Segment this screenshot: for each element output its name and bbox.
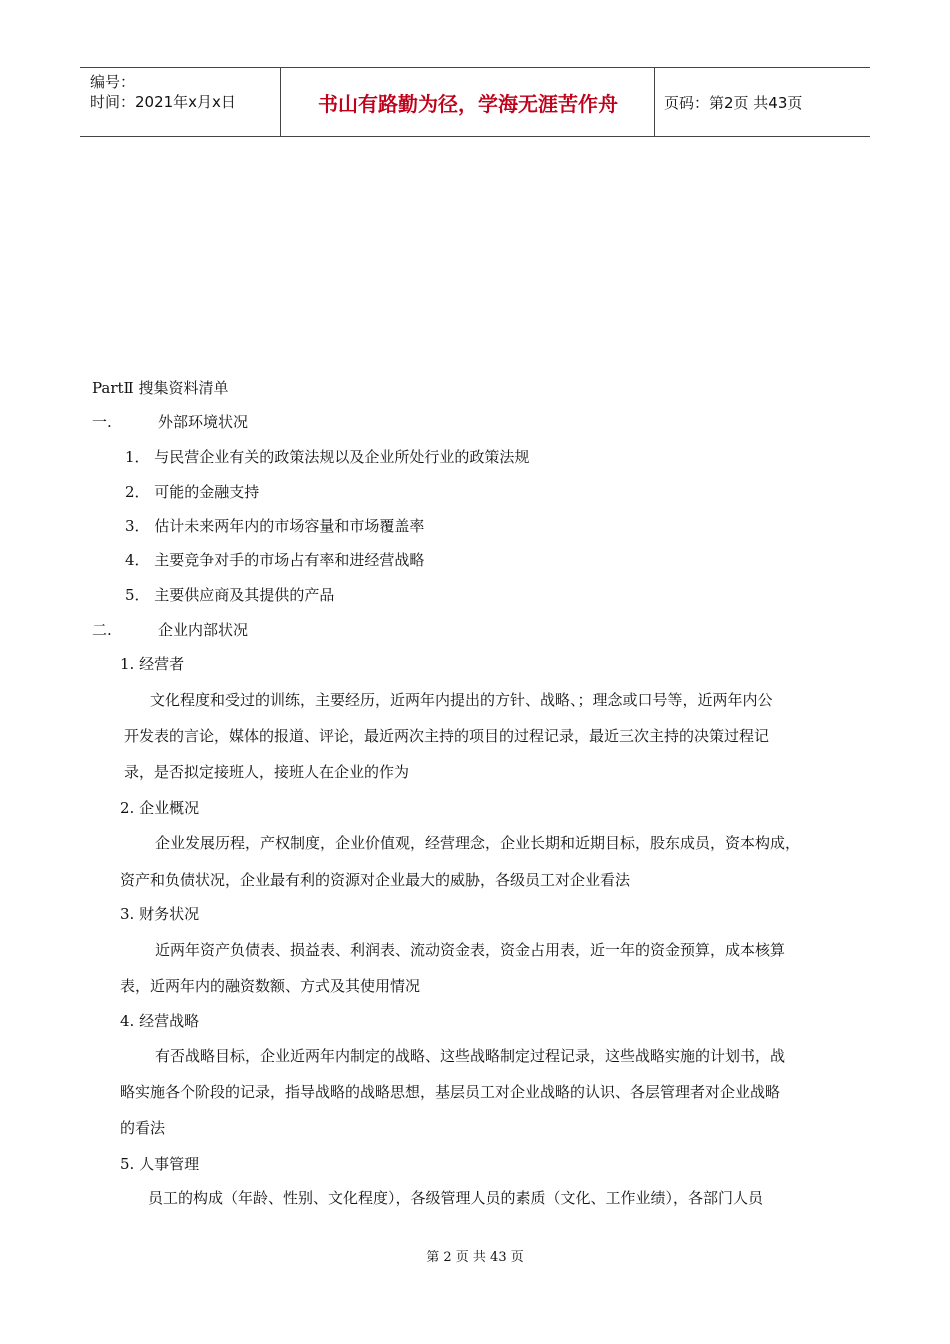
paragraph-line: 的看法 (120, 1119, 166, 1137)
list-item: 1． 与民营企业有关的政策法规以及企业所处行业的政策法规 (125, 448, 530, 466)
subsection-title: 4. 经营战略 (120, 1012, 200, 1030)
paragraph-line: 录，是否拟定接班人，接班人在企业的作为 (124, 763, 410, 781)
paragraph-line: 开发表的言论，媒体的报道、评论，最近两次主持的项目的过程记录，最近三次主持的决策过程记 (124, 727, 770, 745)
section-1-marker: 一. (92, 413, 112, 431)
paragraph-line: 略实施各个阶段的记录，指导战略的战略思想，基层员工对企业战略的认识、各层管理者对企业战略 (120, 1083, 781, 1101)
subsection-title: 5. 人事管理 (120, 1155, 200, 1173)
date-label: 时间：2021年x月x日 (90, 93, 236, 111)
paragraph-line: 企业发展历程，产权制度，企业价值观，经营理念，企业长期和近期目标，股东成员，资本构成， (155, 834, 801, 852)
subsection-title: 1. 经营者 (120, 655, 185, 673)
header-divider (654, 68, 655, 136)
paragraph-line: 资产和负债状况，企业最有利的资源对企业最大的威胁，各级员工对企业看法 (120, 871, 631, 889)
section-1-title: 外部环境状况 (158, 413, 249, 431)
list-item: 4． 主要竞争对手的市场占有率和进经营战略 (125, 551, 425, 569)
page-footer: 第 2 页 共 43 页 (426, 1250, 524, 1265)
header-meta (90, 72, 236, 112)
list-item: 3． 估计未来两年内的市场容量和市场覆盖率 (125, 517, 425, 535)
page-header (80, 67, 870, 137)
paragraph-line: 文化程度和受过的训练，主要经历，近两年内提出的方针、战略、；理念或口号等，近两年内公 (150, 691, 773, 709)
section-2-marker: 二. (92, 621, 112, 639)
paragraph-line: 有否战略目标，企业近两年内制定的战略、这些战略制定过程记录，这些战略实施的计划书，战 (155, 1047, 786, 1065)
subsection-title: 2. 企业概况 (120, 799, 200, 817)
number-label: 编号： (90, 73, 136, 91)
header-motto: 书山有路勤为径，学海无涯苦作舟 (318, 91, 618, 116)
paragraph-line: 近两年资产负债表、损益表、利润表、流动资金表，资金占用表，近一年的资金预算，成本核算 (155, 941, 786, 959)
paragraph-line: 表，近两年内的融资数额、方式及其使用情况 (120, 977, 421, 995)
paragraph-line: 员工的构成（年龄、性别、文化程度），各级管理人员的素质（文化、工作业绩），各部门人员 (148, 1189, 764, 1207)
list-item: 2． 可能的金融支持 (125, 483, 260, 501)
list-item: 5． 主要供应商及其提供的产品 (125, 586, 335, 604)
subsection-title: 3. 财务状况 (120, 905, 200, 923)
header-divider (280, 68, 281, 136)
part-title: PartⅡ 搜集资料清单 (92, 379, 229, 397)
section-2-title: 企业内部状况 (158, 621, 249, 639)
header-page-info: 页码：第2页 共43页 (664, 93, 803, 112)
